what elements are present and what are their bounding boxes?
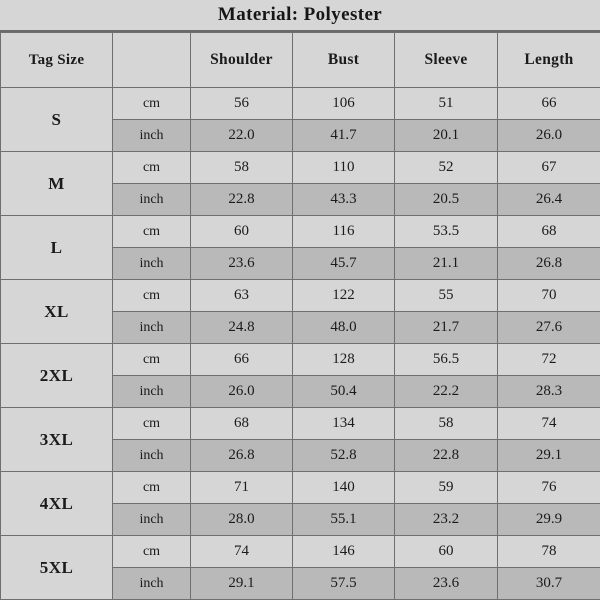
table-body (1, 88, 600, 600)
sleeve-value: 22.2 (395, 376, 498, 408)
size-label: XL (1, 280, 113, 344)
bust-value: 52.8 (293, 440, 395, 472)
table-row (1, 152, 600, 184)
sleeve-value: 53.5 (395, 216, 498, 248)
length-value: 66 (498, 88, 600, 120)
size-label: L (1, 216, 113, 280)
bust-value: 55.1 (293, 504, 395, 536)
length-value: 68 (498, 216, 600, 248)
shoulder-value: 24.8 (191, 312, 293, 344)
size-label: 4XL (1, 472, 113, 536)
sleeve-value: 51 (395, 88, 498, 120)
unit-label: cm (113, 216, 191, 248)
sleeve-value: 55 (395, 280, 498, 312)
bust-value: 48.0 (293, 312, 395, 344)
sleeve-value: 58 (395, 408, 498, 440)
unit-label: inch (113, 312, 191, 344)
bust-value: 41.7 (293, 120, 395, 152)
unit-label: cm (113, 88, 191, 120)
sleeve-value: 56.5 (395, 344, 498, 376)
table-row (1, 536, 600, 568)
shoulder-value: 26.0 (191, 376, 293, 408)
column-header-tag-size: Tag Size (1, 33, 113, 88)
unit-label: cm (113, 344, 191, 376)
bust-value: 106 (293, 88, 395, 120)
length-value: 74 (498, 408, 600, 440)
unit-label: cm (113, 536, 191, 568)
column-header-shoulder: Shoulder (191, 33, 293, 88)
sleeve-value: 20.5 (395, 184, 498, 216)
sleeve-value: 21.7 (395, 312, 498, 344)
table-row (1, 280, 600, 312)
table-row (1, 88, 600, 120)
sleeve-value: 23.2 (395, 504, 498, 536)
unit-label: inch (113, 376, 191, 408)
bust-value: 140 (293, 472, 395, 504)
table-row (1, 408, 600, 440)
chart-title-bar (0, 0, 600, 32)
size-label: 3XL (1, 408, 113, 472)
sleeve-value: 59 (395, 472, 498, 504)
length-value: 29.9 (498, 504, 600, 536)
bust-value: 45.7 (293, 248, 395, 280)
shoulder-value: 22.8 (191, 184, 293, 216)
shoulder-value: 66 (191, 344, 293, 376)
unit-label: inch (113, 248, 191, 280)
unit-label: inch (113, 120, 191, 152)
unit-label: cm (113, 408, 191, 440)
shoulder-value: 22.0 (191, 120, 293, 152)
sleeve-value: 21.1 (395, 248, 498, 280)
table-row (1, 472, 600, 504)
unit-label: inch (113, 504, 191, 536)
header-row (1, 33, 600, 88)
size-table (0, 32, 600, 600)
unit-label: cm (113, 152, 191, 184)
shoulder-value: 63 (191, 280, 293, 312)
length-value: 72 (498, 344, 600, 376)
unit-label: inch (113, 440, 191, 472)
shoulder-value: 68 (191, 408, 293, 440)
bust-value: 110 (293, 152, 395, 184)
length-value: 29.1 (498, 440, 600, 472)
length-value: 76 (498, 472, 600, 504)
sleeve-value: 52 (395, 152, 498, 184)
table-header (1, 33, 600, 88)
unit-label: cm (113, 280, 191, 312)
shoulder-value: 58 (191, 152, 293, 184)
table-row (1, 216, 600, 248)
length-value: 26.8 (498, 248, 600, 280)
bust-value: 43.3 (293, 184, 395, 216)
shoulder-value: 60 (191, 216, 293, 248)
column-header-bust: Bust (293, 33, 395, 88)
shoulder-value: 26.8 (191, 440, 293, 472)
size-label: S (1, 88, 113, 152)
bust-value: 50.4 (293, 376, 395, 408)
size-label: M (1, 152, 113, 216)
bust-value: 146 (293, 536, 395, 568)
size-label: 5XL (1, 536, 113, 600)
bust-value: 122 (293, 280, 395, 312)
length-value: 78 (498, 536, 600, 568)
page-title: Material: Polyester (217, 4, 383, 25)
sleeve-value: 60 (395, 536, 498, 568)
bust-value: 134 (293, 408, 395, 440)
shoulder-value: 23.6 (191, 248, 293, 280)
shoulder-value: 28.0 (191, 504, 293, 536)
unit-label: inch (113, 568, 191, 600)
length-value: 67 (498, 152, 600, 184)
length-value: 26.4 (498, 184, 600, 216)
sleeve-value: 20.1 (395, 120, 498, 152)
length-value: 27.6 (498, 312, 600, 344)
length-value: 70 (498, 280, 600, 312)
shoulder-value: 56 (191, 88, 293, 120)
bust-value: 128 (293, 344, 395, 376)
shoulder-value: 71 (191, 472, 293, 504)
column-header-unit (113, 33, 191, 88)
shoulder-value: 74 (191, 536, 293, 568)
bust-value: 57.5 (293, 568, 395, 600)
bust-value: 116 (293, 216, 395, 248)
table-row (1, 344, 600, 376)
size-label: 2XL (1, 344, 113, 408)
sleeve-value: 22.8 (395, 440, 498, 472)
length-value: 30.7 (498, 568, 600, 600)
sleeve-value: 23.6 (395, 568, 498, 600)
length-value: 28.3 (498, 376, 600, 408)
shoulder-value: 29.1 (191, 568, 293, 600)
column-header-length: Length (498, 33, 600, 88)
column-header-sleeve: Sleeve (395, 33, 498, 88)
unit-label: cm (113, 472, 191, 504)
unit-label: inch (113, 184, 191, 216)
length-value: 26.0 (498, 120, 600, 152)
